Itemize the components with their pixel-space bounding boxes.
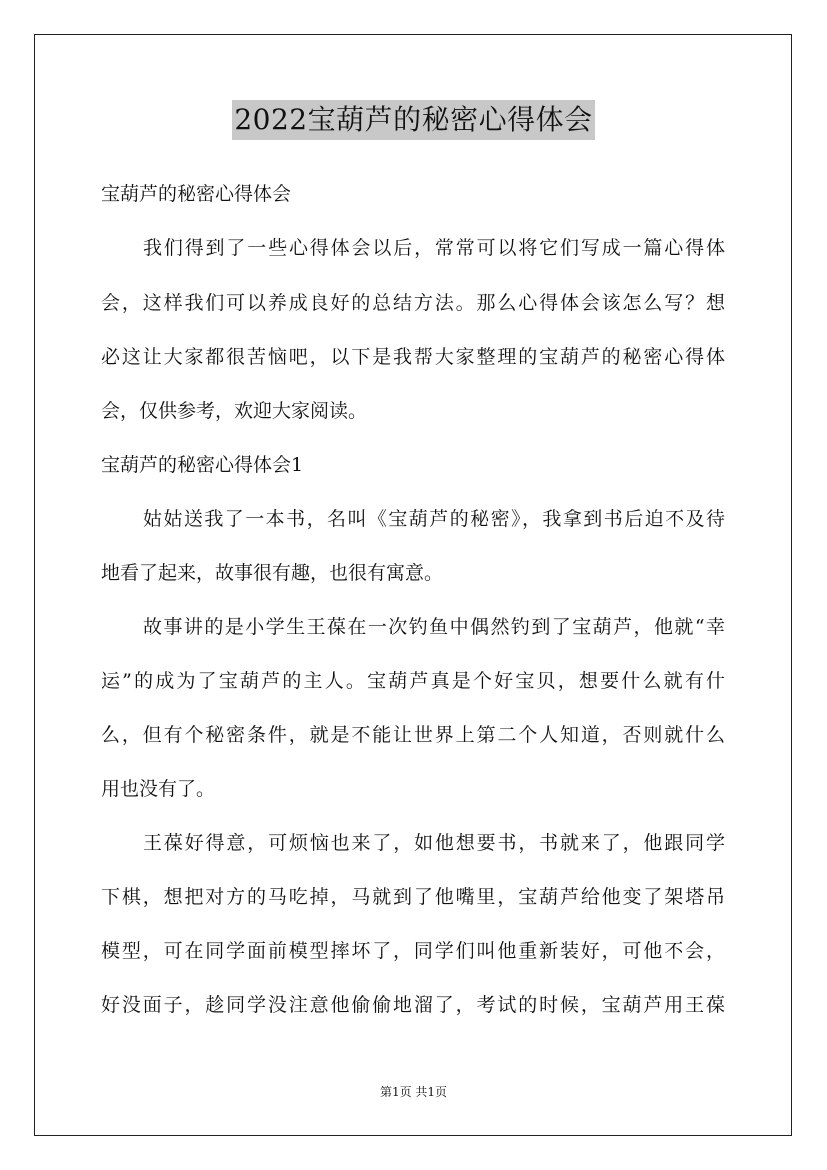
paragraph-line: 好没面子，趁同学没注意他偷偷地溜了，考试的时候，宝葫芦用王葆 xyxy=(101,994,725,1016)
title-container xyxy=(0,100,827,140)
paragraph-line: 用也没有了。 xyxy=(101,778,216,800)
paragraph-line: 下棋，想把对方的马吃掉，马就到了他嘴里，宝葫芦给他变了架塔吊 xyxy=(101,886,725,908)
paragraph-line: 我们得到了一些心得体会以后，常常可以将它们写成一篇心得体 xyxy=(143,237,725,259)
paragraph-line: 姑姑送我了一本书，名叫《宝葫芦的秘密》，我拿到书后迫不及待 xyxy=(143,508,725,530)
document-title: 2022宝葫芦的秘密心得体会 xyxy=(232,100,594,140)
paragraph-line: 运”的成为了宝葫芦的主人。宝葫芦真是个好宝贝，想要什么就有什 xyxy=(101,670,725,692)
paragraph-line: 必这让大家都很苦恼吧，以下是我帮大家整理的宝葫芦的秘密心得体 xyxy=(101,346,725,368)
paragraph-line: 王葆好得意，可烦恼也来了，如他想要书，书就来了，他跟同学 xyxy=(143,832,725,854)
section-heading: 宝葫芦的秘密心得体会1 xyxy=(101,454,304,476)
paragraph-line: 会，这样我们可以养成良好的总结方法。那么心得体会该怎么写？想 xyxy=(101,292,725,314)
page-footer: 第1页 共1页 xyxy=(379,1085,448,1099)
paragraph-line: 地看了起来，故事很有趣，也很有寓意。 xyxy=(101,562,444,584)
paragraph-line: 会，仅供参考，欢迎大家阅读。 xyxy=(101,400,368,422)
section-heading: 宝葫芦的秘密心得体会 xyxy=(101,183,292,205)
paragraph-line: 么，但有个秘密条件，就是不能让世界上第二个人知道，否则就什么 xyxy=(101,724,725,746)
paragraph-line: 模型，可在同学面前模型摔坏了，同学们叫他重新装好，可他不会， xyxy=(101,940,725,962)
paragraph-line: 故事讲的是小学生王葆在一次钓鱼中偶然钓到了宝葫芦，他就“幸 xyxy=(143,616,725,638)
